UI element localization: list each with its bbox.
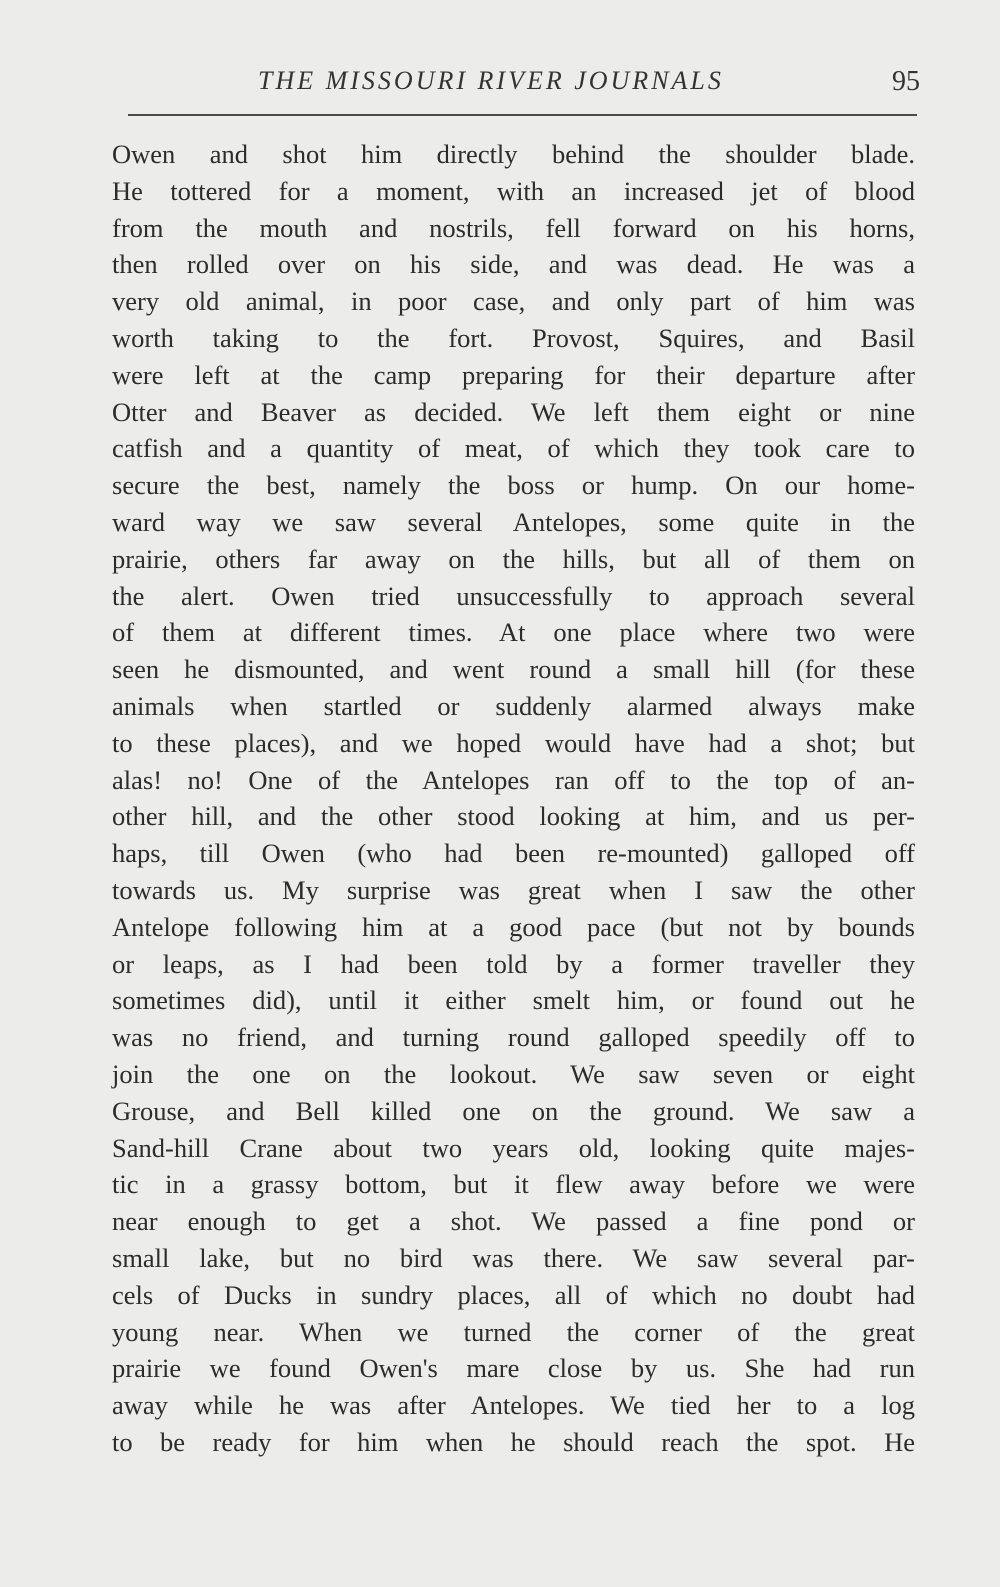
text-line: away while he was after Antelopes. We tied her to a log xyxy=(112,1390,915,1421)
text-line: or leaps, as I had been told by a former traveller they xyxy=(112,948,915,979)
text-line: ward way we saw several Antelopes, some quite in the xyxy=(112,506,915,537)
text-line: of them at different times. At one place where two were xyxy=(112,617,915,648)
text-line: small lake, but no bird was there. We saw several par- xyxy=(112,1242,915,1273)
text-line: prairie we found Owen's mare close by us. She had run xyxy=(112,1353,915,1384)
text-line: cels of Ducks in sundry places, all of which no doubt had xyxy=(112,1279,915,1310)
text-line: to be ready for him when he should reach the spot. He xyxy=(112,1426,915,1457)
text-line: Antelope following him at a good pace (but not by bounds xyxy=(112,911,915,942)
page-header xyxy=(110,66,920,106)
text-line: He tottered for a moment, with an increased jet of blood xyxy=(112,175,915,206)
text-line: towards us. My surprise was great when I saw the other xyxy=(112,874,915,905)
text-line: Owen and shot him directly behind the shoulder blade. xyxy=(112,139,915,169)
page-number: 95 xyxy=(892,66,920,97)
text-line: seen he dismounted, and went round a small hill (for these xyxy=(112,654,915,685)
text-line: worth taking to the fort. Provost, Squires, and Basil xyxy=(112,322,915,353)
text-line: catfish and a quantity of meat, of which they took care to xyxy=(112,433,915,464)
text-line: then rolled over on his side, and was dead. He was a xyxy=(112,249,915,280)
text-line: secure the best, namely the boss or hump. On our home- xyxy=(112,470,915,501)
text-line: haps, till Owen (who had been re-mounted) galloped off xyxy=(112,838,915,869)
text-line: alas! no! One of the Antelopes ran off to the top of an- xyxy=(112,764,915,795)
text-line: from the mouth and nostrils, fell forward on his horns, xyxy=(112,212,915,243)
text-line: sometimes did), until it either smelt him, or found out he xyxy=(112,985,915,1016)
text-line: join the one on the lookout. We saw seven or eight xyxy=(112,1058,915,1089)
text-line: were left at the camp preparing for their departure after xyxy=(112,359,915,390)
text-line: Grouse, and Bell killed one on the ground. We saw a xyxy=(112,1095,915,1126)
text-line: the alert. Owen tried unsuccessfully to approach several xyxy=(112,580,915,611)
text-line: very old animal, in poor case, and only part of him was xyxy=(112,286,915,317)
text-line: near enough to get a shot. We passed a fine pond or xyxy=(112,1206,915,1237)
body-text xyxy=(112,136,915,1461)
text-line: to these places), and we hoped would have had a shot; but xyxy=(112,727,915,758)
text-line: other hill, and the other stood looking at him, and us per- xyxy=(112,801,915,832)
text-line: animals when startled or suddenly alarmed always make xyxy=(112,690,915,721)
text-line: Sand-hill Crane about two years old, looking quite majes- xyxy=(112,1132,915,1163)
text-line: Otter and Beaver as decided. We left them eight or nine xyxy=(112,396,915,427)
running-title: THE MISSOURI RIVER JOURNALS xyxy=(258,66,724,95)
header-rule xyxy=(128,114,917,116)
text-line: tic in a grassy bottom, but it flew away before we were xyxy=(112,1169,915,1200)
text-line: young near. When we turned the corner of the great xyxy=(112,1316,915,1347)
text-line: prairie, others far away on the hills, but all of them on xyxy=(112,543,915,574)
text-line: was no friend, and turning round galloped speedily off to xyxy=(112,1022,915,1053)
